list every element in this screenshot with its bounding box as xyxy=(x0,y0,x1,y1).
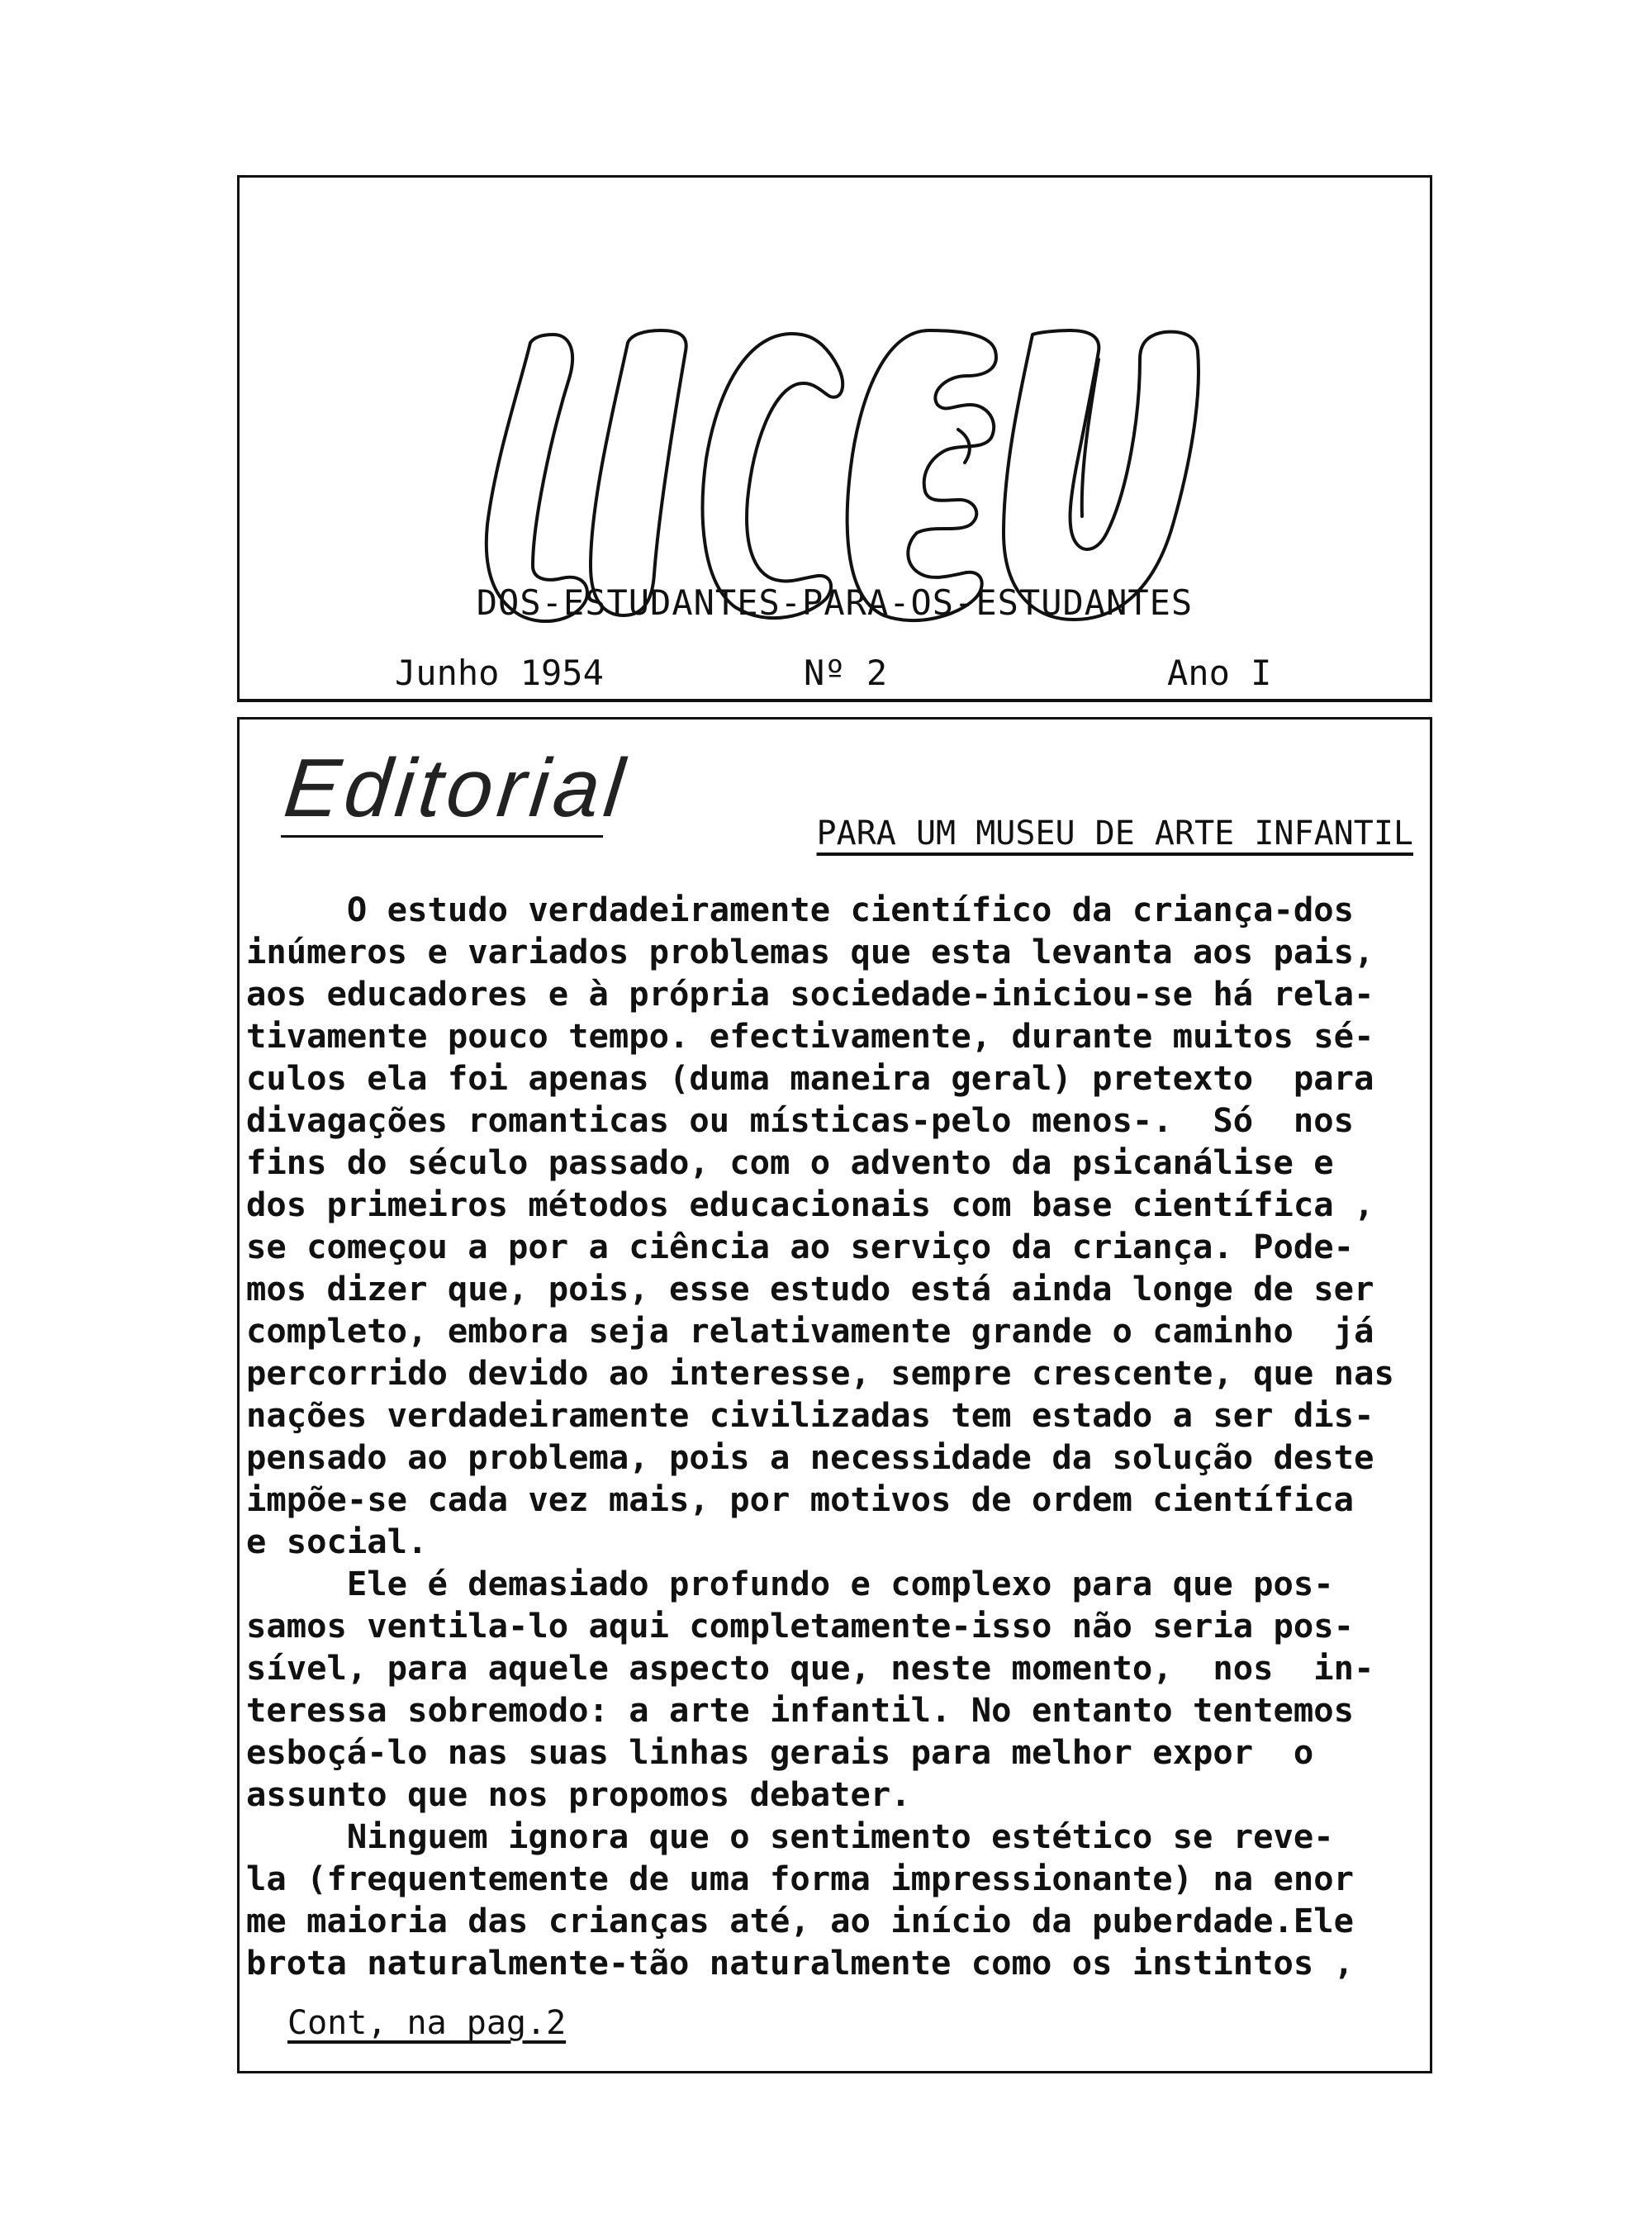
issue-number: Nº 2 xyxy=(804,653,888,693)
article-line: divagações romanticas ou místicas-pelo menos-. Só nos xyxy=(246,1100,1355,1140)
article-line: Ninguem ignora que o sentimento estético se reve- xyxy=(246,1817,1334,1856)
article-line: assunto que nos propomos debater. xyxy=(246,1774,911,1814)
article-line: samos ventila-lo aqui completamente-isso não seria pos- xyxy=(246,1606,1355,1646)
article-line: percorrido devido ao interesse, sempre crescente, que nas xyxy=(246,1353,1394,1393)
article-line: me maioria das crianças até, ao início da puberdade.Ele xyxy=(246,1901,1355,1940)
continuation-note: Cont, na pag.2 xyxy=(287,2004,567,2042)
issue-date: Junho 1954 xyxy=(395,653,604,693)
article-line: esboçá-lo nas suas linhas gerais para melhor expor o xyxy=(246,1732,1314,1772)
article-line: sível, para aquele aspecto que, neste momento, nos in- xyxy=(246,1648,1374,1688)
article-line: se começou a por a ciência ao serviço da criança. Pode- xyxy=(246,1227,1355,1266)
article-line: brota naturalmente-tão naturalmente como os instintos , xyxy=(246,1943,1355,1983)
article-line: inúmeros e variados problemas que esta levanta aos pais, xyxy=(246,932,1374,971)
article-line: dos primeiros métodos educacionais com base científica , xyxy=(246,1185,1374,1224)
masthead xyxy=(237,175,1432,702)
article-line: nações verdadeiramente civilizadas tem estado a ser dis- xyxy=(246,1395,1374,1435)
section-underline xyxy=(281,835,603,838)
editorial-box xyxy=(237,717,1432,2073)
article-title: PARA UM MUSEU DE ARTE INFANTIL xyxy=(816,815,1413,853)
article-line: teressa sobremodo: a arte infantil. No entanto tentemos xyxy=(246,1690,1355,1730)
article-line: tivamente pouco tempo. efectivamente, durante muitos sé- xyxy=(246,1016,1374,1056)
article-line: O estudo verdadeiramente científico da criança-dos xyxy=(246,890,1355,929)
tagline: DOS-ESTUDANTES-PARA-OS-ESTUDANTES xyxy=(476,582,1194,623)
article-line: pensado ao problema, pois a necessidade da solução deste xyxy=(246,1437,1374,1477)
article-body xyxy=(246,889,1423,1984)
logo-lettering xyxy=(454,252,1520,748)
article-line: mos dizer que, pois, esse estudo está ainda longe de ser xyxy=(246,1269,1374,1308)
article-line: Ele é demasiado profundo e complexo para que pos- xyxy=(246,1564,1334,1603)
article-line: la (frequentemente de uma forma impressionante) na enor xyxy=(246,1859,1355,1898)
article-line: fins do século passado, com o advento da psicanálise e xyxy=(246,1142,1334,1182)
article-line: culos ela foi apenas (duma maneira geral) pretexto para xyxy=(246,1058,1374,1098)
liceu-logo xyxy=(454,252,1520,748)
article-line: e social. xyxy=(246,1522,428,1561)
section-label: Editorial xyxy=(280,742,634,834)
article-line: completo, embora seja relativamente grande o caminho já xyxy=(246,1311,1374,1351)
issue-year: Ano I xyxy=(1167,653,1272,693)
article-line: aos educadores e à própria sociedade-iniciou-se há rela- xyxy=(246,974,1374,1014)
article-line: impõe-se cada vez mais, por motivos de ordem científica xyxy=(246,1479,1355,1519)
